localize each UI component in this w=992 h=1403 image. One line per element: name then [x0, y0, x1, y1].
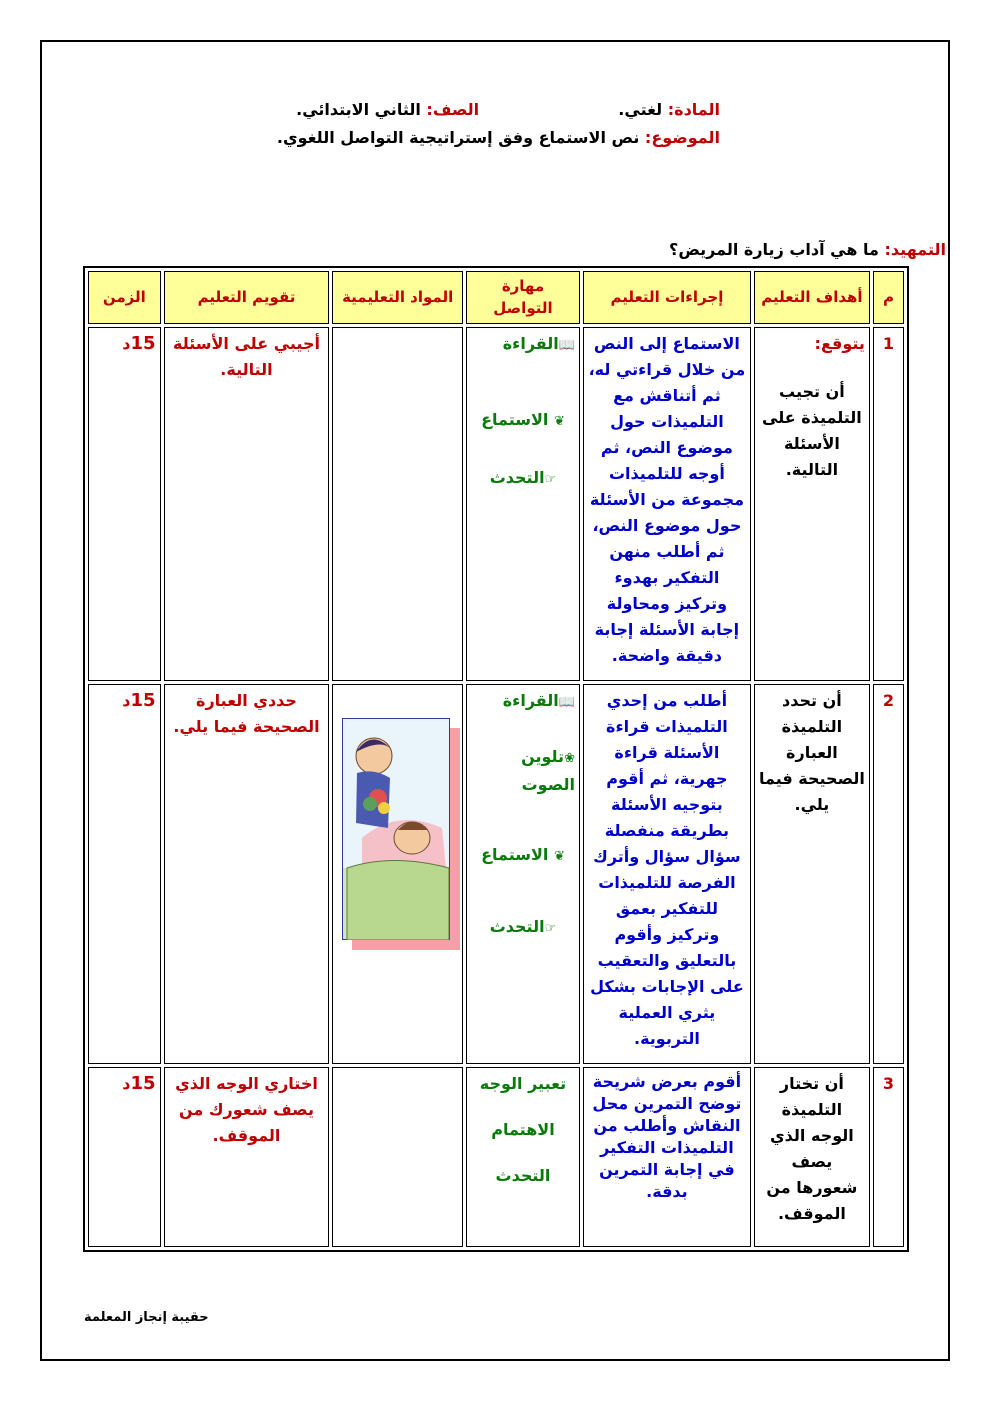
speaking-hand-icon: ☞ — [544, 471, 557, 487]
evaluation-text: اختاري الوجه الذي يصف شعورك من الموقف. — [164, 1067, 330, 1247]
table-row — [88, 327, 904, 682]
time-value: 15 — [130, 690, 156, 712]
ear-icon: ❦ — [553, 413, 565, 429]
header-topic — [277, 128, 720, 147]
table-header-row — [88, 271, 904, 324]
book-icon: 📖 — [558, 337, 575, 353]
skill-cell — [466, 1067, 580, 1247]
footer-text: حقيبة إنجاز المعلمة — [84, 1310, 209, 1325]
topic-value: نص الاستماع وفق إستراتيجية التواصل اللغوي. — [276, 128, 640, 147]
header-num: م — [873, 271, 904, 324]
skill-item: الاهتمام — [491, 1119, 555, 1139]
row-number: 3 — [873, 1067, 904, 1247]
ear-icon: ❦ — [553, 849, 565, 865]
skill-item: ☞التحدث — [489, 917, 557, 937]
time-value: 15 — [130, 1072, 156, 1094]
materials-cell — [332, 1067, 463, 1247]
header-procedures: إجراءات التعليم — [583, 271, 751, 324]
time-unit: د — [122, 333, 131, 353]
goal-text: أن تختار التلميذة الوجه الذي يصف شعورها من الموقف. — [754, 1067, 870, 1247]
row-number: 1 — [873, 327, 904, 682]
skill-item: ❦ الاستماع — [481, 845, 565, 865]
intro-question — [669, 240, 946, 259]
lesson-plan-table — [83, 266, 909, 1252]
skill-cell — [466, 684, 580, 1063]
skill-item: ❀تلوين الصوت — [521, 747, 575, 795]
skill-item: تعبير الوجه — [479, 1073, 567, 1093]
skill-item: ☞التحدث — [489, 467, 557, 487]
header-time: الزمن — [88, 271, 161, 324]
header-subject-grade — [296, 100, 720, 119]
grade-value: الثاني الابتدائي. — [296, 100, 421, 119]
procedure-text: الاستماع إلى النص من خلال قراءتي له، ثم أتناقش مع التلميذات حول موضوع النص، ثم أوجه للتلميذات مجموعة من الأسئلة حول موضوع النص، ثم أطلب منهن التفكير بهدوء وتركيز ومحاولة إجابة الأسئلة إجابة دقيقة واضحة. — [583, 327, 751, 682]
skill-item: التحدث — [495, 1165, 551, 1185]
table-row — [88, 1067, 904, 1247]
header-materials: المواد التعليمية — [332, 271, 463, 324]
goal-lead: يتوقع: — [814, 333, 865, 353]
table-row — [88, 684, 904, 1063]
intro-text: ما هي آداب زيارة المريض؟ — [669, 240, 879, 259]
topic-label: الموضوع: — [644, 128, 720, 147]
row-number: 2 — [873, 684, 904, 1063]
speaking-hand-icon: ☞ — [544, 921, 557, 937]
sick-visit-illustration — [342, 718, 454, 943]
skill-item: 📖القراءة — [502, 333, 575, 353]
evaluation-text: حددي العبارة الصحيحة فيما يلي. — [164, 684, 330, 1063]
skill-cell — [466, 327, 580, 682]
time-cell — [88, 327, 161, 682]
time-cell — [88, 1067, 161, 1247]
goal-cell — [754, 327, 870, 682]
materials-cell — [332, 684, 463, 1063]
voice-icon: ❀ — [564, 751, 575, 767]
grade-label: الصف: — [426, 100, 480, 119]
subject-label: المادة: — [667, 100, 720, 119]
time-value: 15 — [130, 332, 156, 354]
header-skill: مهارة التواصل — [466, 271, 580, 324]
header-goals: أهداف التعليم — [754, 271, 870, 324]
goal-text: أن تحدد التلميذة العبارة الصحيحة فيما يلي. — [754, 684, 870, 1063]
skill-item: ❦ الاستماع — [481, 409, 565, 429]
intro-label: التمهيد: — [884, 240, 946, 259]
time-unit: د — [122, 1073, 131, 1093]
subject-value: لغتي. — [618, 100, 663, 119]
procedure-text: أقوم بعرض شريحة توضح التمرين محل النقاش وأطلب من التلميذات التفكير في إجابة التمرين بدقة. — [583, 1067, 751, 1247]
procedure-text: أطلب من إحدي التلميذات قراءة الأسئلة قراءة جهرية، ثم أقوم بتوجيه الأسئلة بطريقة منفصلة سؤال سؤال وأترك الفرصة للتلميذات للتفكير بعمق وتركيز وأقوم بالتعليق والتعقيب على الإجابات بشكل يثري العملية التربوية. — [583, 684, 751, 1063]
evaluation-text: أجيبي على الأسئلة التالية. — [164, 327, 330, 682]
goal-text: أن تجيب التلميذة على الأسئلة التالية. — [762, 381, 862, 479]
time-unit: د — [122, 691, 131, 711]
skill-item: 📖القراءة — [502, 691, 575, 711]
materials-cell — [332, 327, 463, 682]
time-cell — [88, 684, 161, 1063]
book-icon: 📖 — [558, 695, 575, 711]
header-evaluation: تقويم التعليم — [164, 271, 330, 324]
